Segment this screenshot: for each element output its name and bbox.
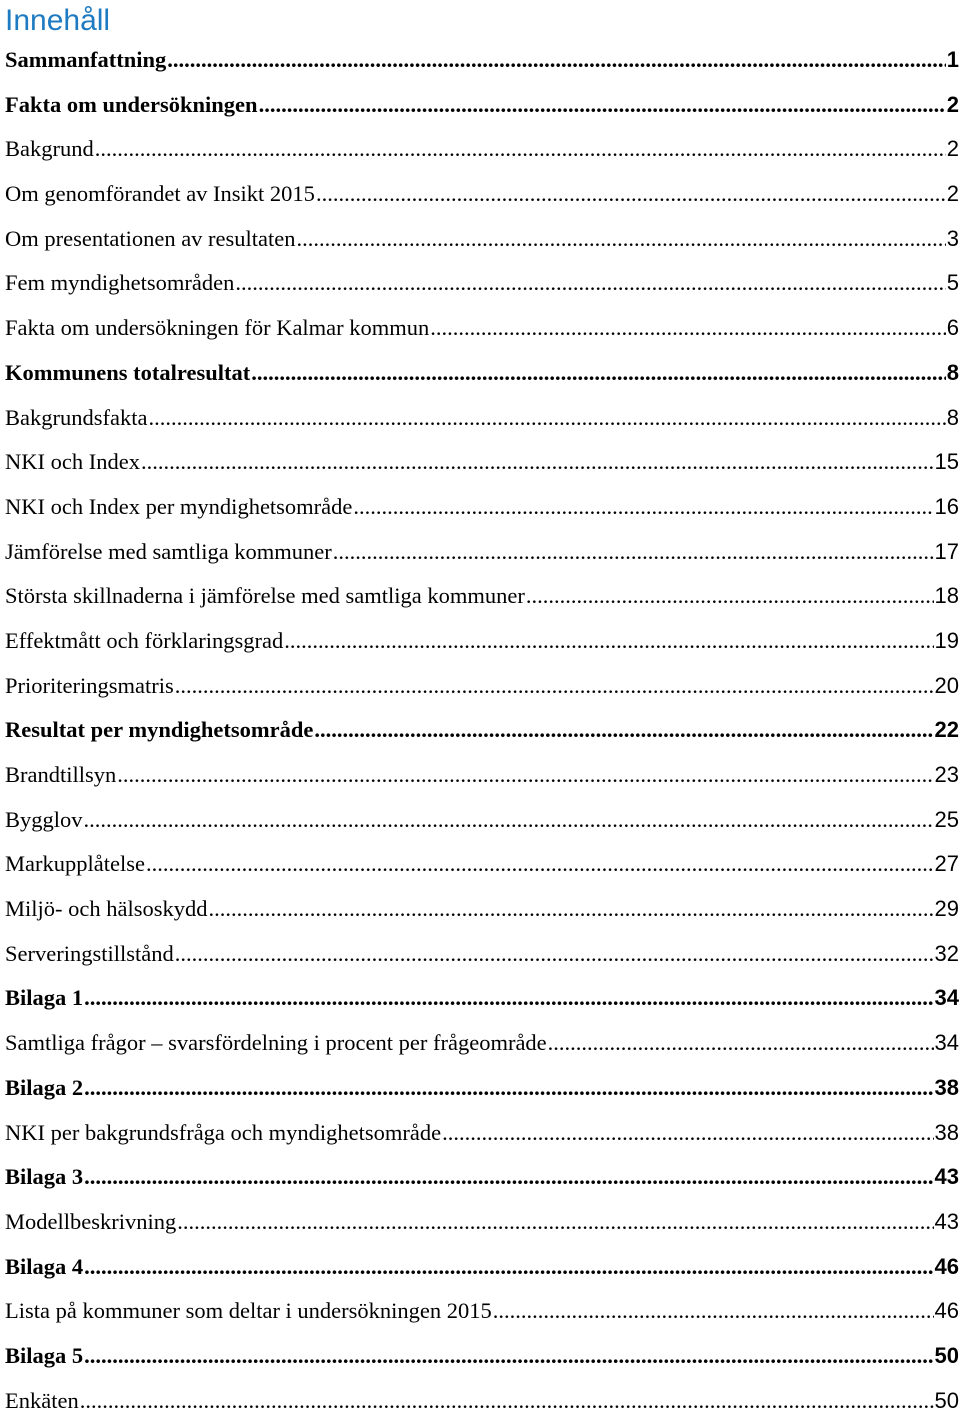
toc-page-number: 23 xyxy=(934,762,959,787)
toc-page-number: 50 xyxy=(934,1387,959,1413)
toc-dot-leader xyxy=(442,1111,933,1156)
toc-page-number: 29 xyxy=(934,896,959,922)
toc-entry-label: Bilaga 5 xyxy=(5,1342,84,1368)
toc-page-number: 38 xyxy=(934,1074,959,1100)
toc-entry-label: Miljö- och hälsoskydd xyxy=(5,896,208,922)
toc-entry[interactable] xyxy=(5,1379,959,1423)
toc-dot-leader xyxy=(333,530,934,575)
toc-page-number: 27 xyxy=(934,851,959,877)
toc-page-number: 43 xyxy=(934,1164,959,1190)
toc-entry[interactable] xyxy=(5,976,959,1021)
toc-dot-leader xyxy=(148,396,945,441)
toc-entry[interactable] xyxy=(5,127,959,172)
toc-entry-label: Lista på kommuner som deltar i undersökningen 2015 xyxy=(5,1298,492,1324)
toc-entry[interactable] xyxy=(5,753,959,798)
toc-dot-leader xyxy=(526,574,934,619)
toc-entry[interactable] xyxy=(5,798,959,843)
toc-dot-leader xyxy=(80,1379,934,1423)
toc-entry[interactable] xyxy=(5,842,959,887)
toc-dot-leader xyxy=(146,842,934,887)
toc-entry[interactable] xyxy=(5,887,959,932)
toc-dot-leader xyxy=(84,1334,933,1379)
toc-page-number: 6 xyxy=(946,315,959,341)
toc-entry[interactable] xyxy=(5,530,959,575)
toc-page-number: 8 xyxy=(946,404,959,430)
toc-dot-leader xyxy=(95,127,946,172)
toc-entry-label: Samtliga frågor – svarsfördelning i procent per frågeområde xyxy=(5,1030,547,1056)
toc-dot-leader xyxy=(297,217,946,262)
toc-entry-label: Om presentationen av resultaten xyxy=(5,225,296,251)
toc-entry[interactable] xyxy=(5,1334,959,1379)
toc-entry-label: Bakgrundsfakta xyxy=(5,404,148,430)
toc-page-number: 18 xyxy=(934,583,959,609)
toc-dot-leader xyxy=(141,440,934,485)
toc-entry-label: Om genomförandet av Insikt 2015 xyxy=(5,181,315,207)
toc-entry[interactable] xyxy=(5,83,959,128)
toc-dot-leader xyxy=(175,932,934,977)
toc-page-number: 2 xyxy=(946,136,959,162)
toc-entry[interactable] xyxy=(5,1155,959,1200)
toc-entry-label: Bilaga 1 xyxy=(5,985,84,1011)
toc-entry[interactable] xyxy=(5,440,959,485)
toc-entry-label: Fakta om undersökningen för Kalmar kommun xyxy=(5,315,430,341)
toc-dot-leader xyxy=(548,1021,934,1066)
toc-entry-label: Sammanfattning xyxy=(5,47,167,72)
toc-page-number: 8 xyxy=(946,359,959,385)
toc-entry[interactable] xyxy=(5,708,959,753)
toc-dot-leader xyxy=(493,1289,934,1334)
toc-entry-label: Brandtillsyn xyxy=(5,762,117,787)
toc-dot-leader xyxy=(235,261,945,306)
toc-dot-leader xyxy=(316,172,946,217)
toc-entry-label: Största skillnaderna i jämförelse med samtliga kommuner xyxy=(5,583,525,609)
toc-entry[interactable] xyxy=(5,351,959,396)
toc-entry-label: Serveringstillstånd xyxy=(5,940,174,966)
toc-entry-label: Bakgrund xyxy=(5,136,94,162)
toc-entry-label: Resultat per myndighetsområde xyxy=(5,717,314,743)
toc-entry[interactable] xyxy=(5,664,959,709)
toc-entry-label: Fem myndighetsområden xyxy=(5,270,235,296)
toc-page-number: 46 xyxy=(934,1298,959,1324)
toc-entry[interactable] xyxy=(5,619,959,664)
toc-page-number: 22 xyxy=(934,717,959,743)
toc-entry[interactable] xyxy=(5,932,959,977)
toc-entry[interactable] xyxy=(5,217,959,262)
toc-dot-leader xyxy=(167,38,945,83)
toc-entry[interactable] xyxy=(5,1111,959,1156)
toc-dot-leader xyxy=(84,1066,933,1111)
table-of-contents xyxy=(5,38,959,1423)
toc-entry-label: Prioriteringsmatris xyxy=(5,672,174,698)
toc-dot-leader xyxy=(251,351,946,396)
toc-page-number: 43 xyxy=(934,1208,959,1234)
toc-entry-label: NKI per bakgrundsfråga och myndighetsområde xyxy=(5,1119,442,1145)
toc-page-number: 17 xyxy=(934,538,959,564)
toc-page-number: 19 xyxy=(934,627,959,653)
toc-page-number: 2 xyxy=(946,181,959,207)
toc-entry[interactable] xyxy=(5,1066,959,1111)
toc-entry[interactable] xyxy=(5,172,959,217)
toc-page-number: 1 xyxy=(946,47,959,72)
toc-entry-label: NKI och Index xyxy=(5,449,140,475)
toc-entry-label: Enkäten xyxy=(5,1387,79,1413)
toc-page-number: 5 xyxy=(946,270,959,296)
toc-entry-label: NKI och Index per myndighetsområde xyxy=(5,493,353,519)
toc-entry-label: Bilaga 2 xyxy=(5,1074,84,1100)
toc-page-number: 34 xyxy=(934,1030,959,1056)
toc-page-number: 15 xyxy=(934,449,959,475)
toc-entry-label: Markupplåtelse xyxy=(5,851,145,877)
toc-page-number: 3 xyxy=(946,225,959,251)
toc-entry[interactable] xyxy=(5,261,959,306)
toc-page-number: 46 xyxy=(934,1253,959,1279)
toc-dot-leader xyxy=(430,306,945,351)
toc-entry-label: Jämförelse med samtliga kommuner xyxy=(5,538,332,564)
toc-entry[interactable] xyxy=(5,1245,959,1290)
page-title: Innehåll xyxy=(5,4,111,37)
toc-page-number: 16 xyxy=(934,493,959,519)
toc-entry-label: Effektmått och förklaringsgrad xyxy=(5,627,284,653)
toc-entry[interactable] xyxy=(5,1200,959,1245)
toc-entry-label: Fakta om undersökningen xyxy=(5,91,258,117)
toc-entry[interactable] xyxy=(5,574,959,619)
toc-entry[interactable] xyxy=(5,485,959,530)
toc-dot-leader xyxy=(353,485,933,530)
toc-entry[interactable] xyxy=(5,306,959,351)
toc-entry[interactable] xyxy=(5,1021,959,1066)
toc-entry-label: Bilaga 3 xyxy=(5,1164,84,1190)
toc-page-number: 38 xyxy=(934,1119,959,1145)
toc-page-number: 20 xyxy=(934,672,959,698)
toc-page-number: 32 xyxy=(934,940,959,966)
toc-entry-label: Kommunens totalresultat xyxy=(5,359,251,385)
toc-dot-leader xyxy=(177,1200,933,1245)
toc-dot-leader xyxy=(209,887,934,932)
toc-dot-leader xyxy=(175,664,934,709)
toc-entry-label: Modellbeskrivning xyxy=(5,1208,177,1234)
toc-dot-leader xyxy=(84,1155,933,1200)
toc-entry[interactable] xyxy=(5,396,959,441)
toc-dot-leader xyxy=(314,708,933,753)
toc-entry[interactable] xyxy=(5,38,959,83)
toc-dot-leader xyxy=(117,753,933,798)
toc-entry[interactable] xyxy=(5,1289,959,1334)
toc-page-number: 25 xyxy=(934,806,959,832)
toc-entry-label: Bygglov xyxy=(5,806,83,832)
toc-dot-leader xyxy=(84,976,933,1021)
toc-dot-leader xyxy=(84,798,934,843)
toc-dot-leader xyxy=(84,1245,933,1290)
toc-page-number: 50 xyxy=(934,1342,959,1368)
toc-entry-label: Bilaga 4 xyxy=(5,1253,84,1279)
toc-dot-leader xyxy=(259,83,946,128)
toc-page-number: 2 xyxy=(946,91,959,117)
toc-page-number: 34 xyxy=(934,985,959,1011)
toc-dot-leader xyxy=(284,619,933,664)
